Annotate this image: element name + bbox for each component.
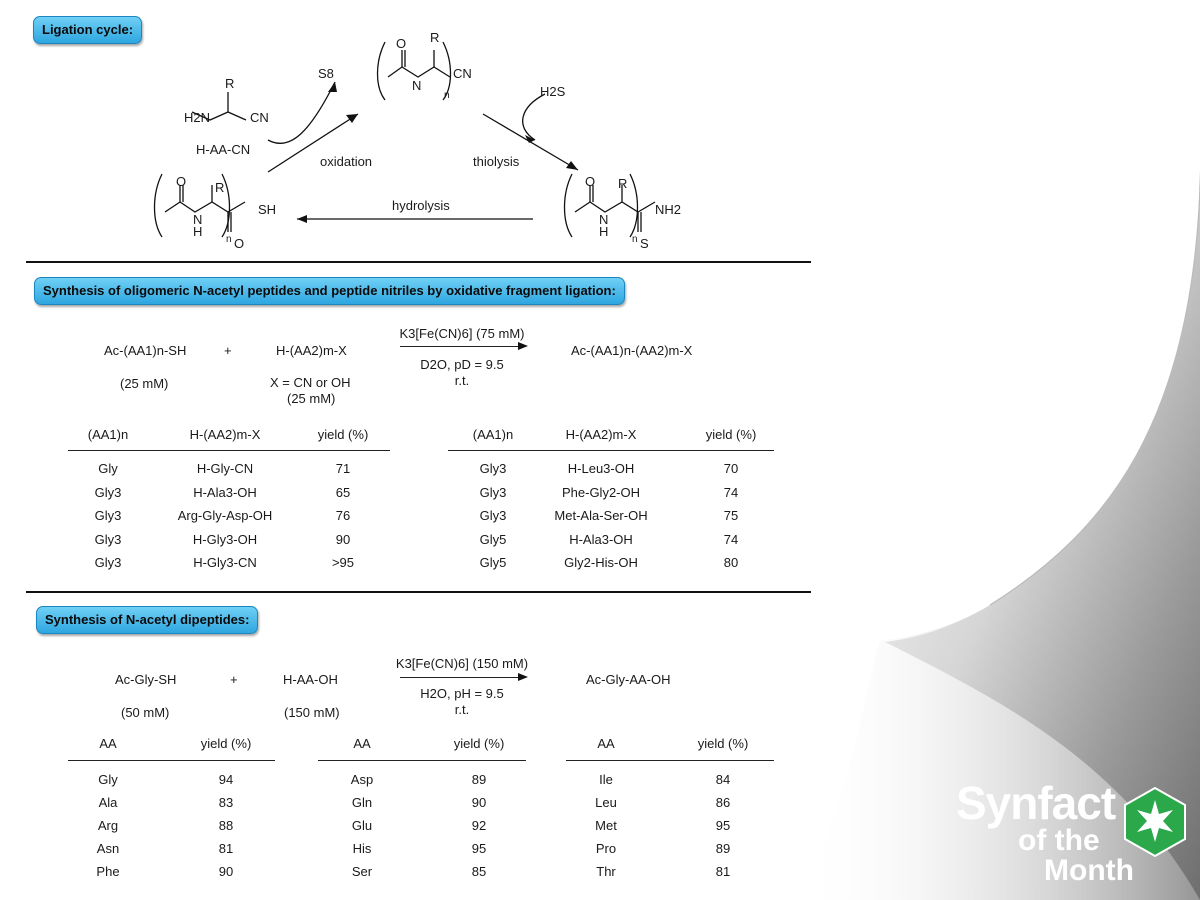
table2-yield-cell: 89 [715,841,731,856]
table2-yield-cell: 84 [715,772,731,787]
table1-left-cell: Gly3 [94,508,122,523]
table2-aa-cell: Ser [351,864,373,879]
atom-s-br: S [640,236,649,251]
atom-r-br: R [618,176,628,191]
table2-yield-cell: 81 [715,864,731,879]
reaction1-x-def: X = CN or OH [270,375,351,390]
reaction1-reagent: K3[Fe(CN)6] (75 mM) [399,326,525,341]
table2-aa-cell: Glu [351,818,373,833]
table1-right-header: yield (%) [705,427,757,442]
table1-right-cell: Gly3 [479,461,507,476]
table1-left-cell: Gly3 [94,484,122,500]
table1-right-header: (AA1)n [472,427,514,442]
section-label-oligomeric: Synthesis of oligomeric N-acetyl peptides and peptide nitriles by oxidative fragment ligation: [34,277,625,305]
s8-curved-arrow [268,82,335,143]
section-label-dipeptides: Synthesis of N-acetyl dipeptides: [36,606,258,634]
reaction1-conc2: (25 mM) [287,391,336,406]
table1-right-cell: H-Leu3-OH [567,461,635,476]
table2-header-yield: yield (%) [200,736,252,751]
haa-cn-label: H-AA-CN [196,142,251,157]
divider [26,261,811,263]
table2-header-yield: yield (%) [697,736,749,751]
atom-n-bl: N [193,212,203,227]
atom-nh2-br: NH2 [655,202,682,217]
table1-left-cell: 90 [335,531,351,547]
table2-aa-cell: Thr [596,864,616,879]
table2-col3-rule [566,760,774,761]
table2-aa-cell: Pro [595,841,617,856]
atom-h2n: H2N [184,110,211,125]
table1-right-cell: Gly3 [479,508,507,523]
table1-left-cell: >95 [331,555,355,570]
table2-aa-cell: Arg [97,818,119,833]
ligation-cycle-diagram [140,22,920,272]
logo-synfact: Synfact [956,777,1116,829]
reaction2-reactant2: H-AA-OH [283,672,338,687]
table2-aa-cell: Asp [350,772,374,787]
table1-right-cell: 75 [723,508,739,523]
table2-header-yield: yield (%) [453,736,505,751]
atom-cn: CN [250,110,269,125]
table2-yield-cell: 85 [471,864,487,879]
reaction2-arrow [400,677,522,678]
table1-left-cell: 71 [335,461,351,476]
logo-hexagon-star-icon [1122,786,1188,858]
table1-left-cell: H-Gly3-OH [192,531,258,547]
table1-left-cell: 76 [335,508,351,523]
table1-right-cell: 74 [723,531,739,547]
table1-left-header: yield (%) [317,427,369,442]
reaction1-arrowhead [518,341,528,351]
reaction2-conditions2: r.t. [454,702,470,717]
table1-right-cell: 74 [723,484,739,500]
atom-r: R [225,76,235,91]
table1-right-header: H-(AA2)m-X [565,427,637,442]
atom-n-sub-top: n [444,90,450,101]
logo-month: Month [1044,854,1134,887]
table1-left-cell: H-Gly3-CN [193,555,257,570]
table1-right-cell: 70 [723,461,739,476]
table2-yield-cell: 95 [715,818,731,833]
table2-aa-cell: His [352,841,372,856]
atom-o2-bl: O [234,236,245,251]
table1-left-header: (AA1)n [87,427,129,442]
table2-aa-cell: Ile [599,772,613,787]
table1-left-cell: H-Ala3-OH [193,484,257,500]
reaction1-reactant1: Ac-(AA1)n-SH [104,343,187,358]
atom-o-br: O [585,174,596,189]
table1-right-cell: Gly5 [479,531,507,547]
table2-yield-cell: 90 [471,795,487,810]
table2-yield-cell: 90 [218,864,234,879]
reaction2-product: Ac-Gly-AA-OH [586,672,671,687]
table2-header-aa: AA [597,736,615,751]
table1-left-header: H-(AA2)m-X [189,427,261,442]
table2-yield-cell: 88 [218,818,234,833]
reaction2-conc2: (150 mM) [284,705,340,720]
table1-left-cell: 65 [335,484,351,500]
atom-n-top: N [412,78,422,93]
atom-r-top: R [430,30,440,45]
table1-right-cell: 80 [723,555,739,570]
atom-o-bl: O [176,174,187,189]
table2-yield-cell: 95 [471,841,487,856]
table1-right-cell: Gly5 [479,555,507,570]
thiolysis-label: thiolysis [473,154,520,169]
reaction1-reactant2: H-(AA2)m-X [276,343,347,358]
atom-cn-top: CN [453,66,472,81]
reaction2-conc1: (50 mM) [121,705,170,720]
atom-n-sub-bl: n [226,234,232,245]
atom-n-sub-br: n [632,234,638,245]
table1-left-cell: Gly [98,461,118,476]
table2-header-aa: AA [99,736,117,751]
table1-left-cell: Gly3 [94,555,122,570]
reaction2-plus: + [230,672,238,687]
atom-h-br: H [599,224,609,239]
table2-aa-cell: Gln [351,795,373,810]
table1-right-cell: Phe-Gly2-OH [561,484,641,500]
table2-header-aa: AA [353,736,371,751]
hydrolysis-label: hydrolysis [392,198,450,213]
table2-aa-cell: Met [595,818,617,833]
table2-aa-cell: Leu [595,795,617,810]
atom-r-bl: R [215,180,225,195]
logo-of-the: of the [1018,824,1100,857]
table2-col2-rule [318,760,526,761]
table1-left-cell: Arg-Gly-Asp-OH [177,508,273,523]
table2-yield-cell: 81 [218,841,234,856]
atom-h-bl: H [193,224,203,239]
table1-right-cell: Gly3 [479,484,507,500]
atom-o-top: O [396,36,407,51]
reaction1-conditions2: r.t. [454,373,470,388]
table2-yield-cell: 86 [715,795,731,810]
oxidation-label: oxidation [320,154,373,169]
table1-left-rule [68,450,390,451]
reaction2-arrowhead [518,672,528,682]
h2s-label: H2S [540,84,566,99]
table2-yield-cell: 89 [471,772,487,787]
table2-yield-cell: 83 [218,795,234,810]
section-label-ligation-cycle: Ligation cycle: [33,16,142,44]
table1-left-cell: Gly3 [94,531,122,547]
table2-yield-cell: 94 [218,772,234,787]
reaction1-product: Ac-(AA1)n-(AA2)m-X [571,343,693,358]
reaction1-conc1: (25 mM) [120,376,169,391]
s8-label: S8 [318,66,334,81]
table1-right-cell: Gly2-His-OH [564,555,638,570]
table2-aa-cell: Asn [96,841,120,856]
table2-aa-cell: Ala [98,795,118,810]
divider [26,591,811,593]
reaction1-plus: + [224,343,232,358]
table2-col1-rule [68,760,275,761]
atom-n-br: N [599,212,609,227]
reaction2-reagent: K3[Fe(CN)6] (150 mM) [395,656,529,671]
table2-aa-cell: Gly [98,772,118,787]
atom-sh-bl: SH [258,202,277,217]
table2-aa-cell: Phe [96,864,120,879]
table1-right-cell: H-Ala3-OH [569,531,633,547]
table2-yield-cell: 92 [471,818,487,833]
table1-right-cell: Met-Ala-Ser-OH [554,508,648,523]
h2s-curved-arrow [523,94,545,140]
reaction2-reactant1: Ac-Gly-SH [115,672,177,687]
reaction2-conditions1: H2O, pH = 9.5 [420,686,504,701]
reaction1-arrow [400,346,522,347]
reaction1-conditions1: D2O, pD = 9.5 [420,357,504,372]
table1-right-rule [448,450,774,451]
table1-left-cell: H-Gly-CN [196,461,254,476]
